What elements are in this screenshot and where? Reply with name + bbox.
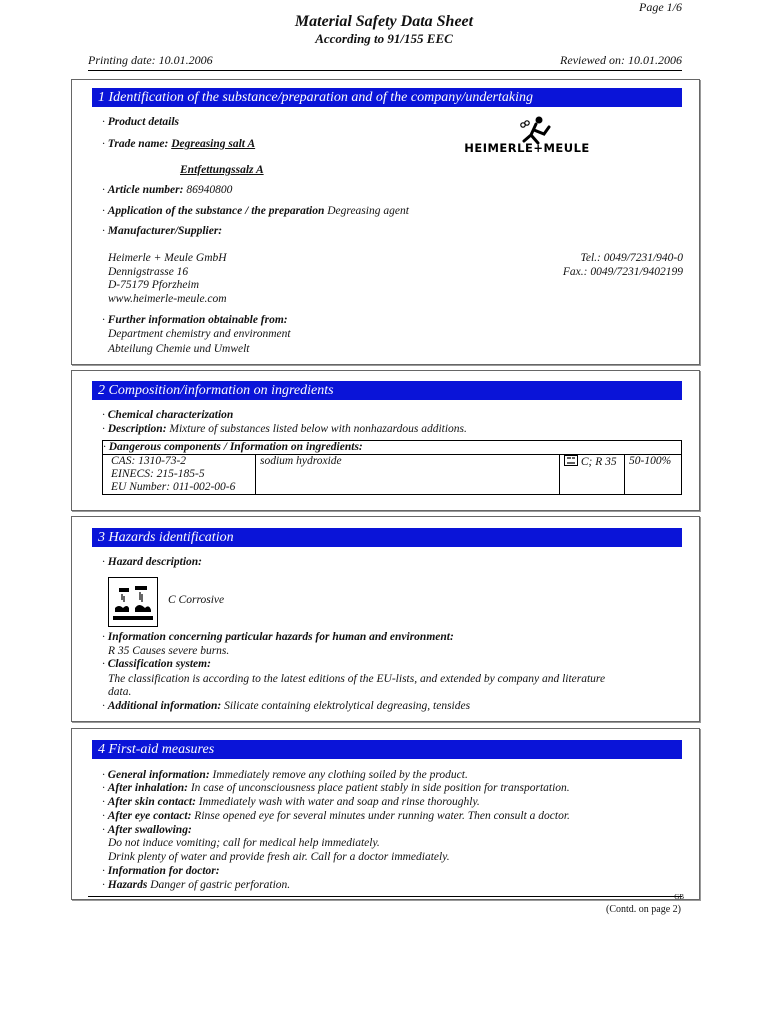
language-code: GB: [674, 893, 684, 901]
risk-phrase: R 35 Causes severe burns.: [108, 645, 230, 657]
trade-name: · Trade name: Degreasing salt A: [102, 138, 256, 150]
components-header: · Dangerous components / Information on ingredients:: [103, 441, 682, 455]
continued-note: (Contd. on page 2): [606, 904, 681, 915]
printing-date: Printing date: 10.01.2006: [88, 53, 213, 67]
application: · Application of the substance / the preparation Degreasing agent: [102, 205, 409, 217]
section-4-box: [71, 728, 700, 900]
section-2-title: 2 Composition/information on ingredients: [92, 381, 682, 400]
company-name: Heimerle + Meule GmbH: [108, 252, 227, 264]
after-swallowing-label: · After swallowing:: [102, 824, 192, 836]
classification-system-label: · Classification system:: [102, 658, 211, 670]
company-web[interactable]: www.heimerle-meule.com: [108, 293, 227, 305]
hazards-info: · Hazards Danger of gastric perforation.: [102, 879, 291, 891]
document-subtitle: According to 91/155 EEC: [315, 31, 453, 46]
corrosive-mini-icon: [564, 455, 578, 466]
department-en: Department chemistry and environment: [108, 328, 291, 340]
section-3-box: [71, 516, 700, 722]
swallowing-text-2: Drink plenty of water and provide fresh air. Call for a doctor immediately.: [108, 851, 450, 863]
logo-wordmark: HEIMERLE+MEULE: [464, 141, 590, 153]
section-2-box: [71, 370, 700, 511]
cas-number: CAS: 1310-73-2: [111, 455, 187, 467]
section-3-title: 3 Hazards identification: [92, 528, 682, 547]
department-de: Abteilung Chemie und Umwelt: [108, 343, 250, 355]
classification-text-cont: data.: [108, 686, 132, 698]
company-city: D-75179 Pforzheim: [108, 279, 200, 291]
trade-name-alt: Entfettungssalz A: [180, 164, 264, 176]
reviewed-date: Reviewed on: 10.01.2006: [560, 53, 682, 67]
further-info-label: · Further information obtainable from:: [102, 314, 288, 326]
section-1-box: [71, 79, 700, 365]
hazard-description-label: · Hazard description:: [102, 556, 202, 568]
classification-cell: [560, 455, 625, 495]
table-row: [103, 455, 682, 495]
chemical-characterization: · Chemical characterization: [102, 409, 234, 421]
description: · Description: Mixture of substances listed below with nonhazardous additions.: [102, 423, 467, 435]
heimerle-meule-logo: [454, 113, 600, 153]
company-tel: Tel.: 0049/7231/940-0: [580, 252, 683, 264]
swallowing-text-1: Do not induce vomiting; call for medical help immediately.: [108, 837, 380, 849]
eu-number: EU Number: 011-002-00-6: [111, 481, 236, 493]
substance-name: sodium hydroxide: [256, 455, 560, 495]
classification: C; R 35: [580, 456, 617, 468]
manufacturer-label: · Manufacturer/Supplier:: [102, 225, 223, 237]
footer-divider: [88, 896, 682, 897]
after-eye-contact: · After eye contact: Rinse opened eye for several minutes under running water. Then consult a doctor.: [102, 810, 570, 822]
einecs-number: EINECS: 215-185-5: [111, 468, 205, 480]
doctor-info-label: · Information for doctor:: [102, 865, 220, 877]
after-skin-contact: · After skin contact: Immediately wash with water and soap and rinse thoroughly.: [102, 796, 480, 808]
corrosive-symbol-icon: [108, 577, 158, 627]
page-number: Page 1/6: [639, 0, 682, 14]
corrosive-label: C Corrosive: [168, 594, 225, 606]
additional-info: · Additional information: Silicate containing elektrolytical degreasing, tensides: [102, 700, 471, 712]
section-4-title: 4 First-aid measures: [92, 740, 682, 759]
section-1-title: 1 Identification of the substance/preparation and of the company/undertaking: [92, 88, 682, 107]
document-title: Material Safety Data Sheet: [294, 13, 474, 30]
classification-text: The classification is according to the latest editions of the EU-lists, and extended by company and literature: [108, 673, 606, 685]
percentage: 50-100%: [625, 455, 682, 495]
article-number: · Article number: 86940800: [102, 184, 233, 196]
components-header-row: [103, 441, 682, 455]
product-details: · Product details: [102, 116, 179, 128]
company-fax: Fax.: 0049/7231/9402199: [562, 266, 683, 278]
company-street: Dennigstrasse 16: [108, 266, 189, 278]
particular-hazards-label: · Information concerning particular hazards for human and environment:: [102, 631, 454, 643]
header-divider: [88, 70, 682, 71]
general-info: · General information: Immediately remove any clothing soiled by the product.: [102, 769, 468, 781]
after-inhalation: · After inhalation: In case of unconsciousness place patient stably in side position for transportation.: [102, 782, 570, 794]
identifiers-cell: [103, 455, 256, 495]
components-table: [102, 440, 682, 495]
